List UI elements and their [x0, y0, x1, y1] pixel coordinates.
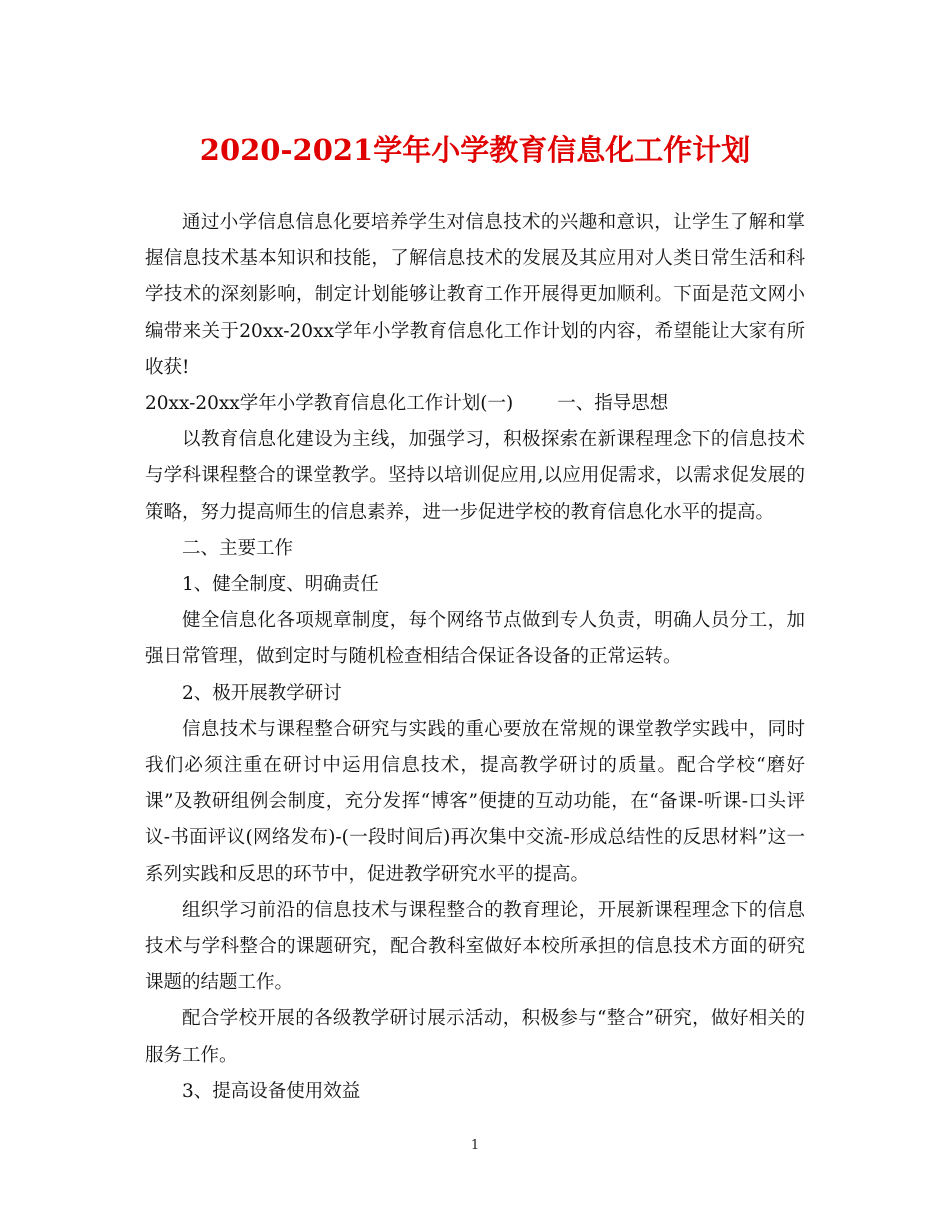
plan-heading: 20xx-20xx学年小学教育信息化工作计划(一): [145, 393, 514, 415]
item-1-heading: 1、健全制度、明确责任: [182, 574, 379, 596]
document-body: [145, 205, 805, 1110]
section-2-heading: 二、主要工作: [182, 537, 294, 559]
section-1-heading: 一、指导思想: [557, 393, 669, 415]
item-2-paragraph-b: 组织学习前沿的信息技术与课程整合的教育理论，开展新课程理念下的信息技术与学科整合的课题研究，配合教科室做好本校所承担的信息技术方面的研究课题的结题工作。: [145, 899, 805, 994]
guiding-paragraph: 以教育信息化建设为主线，加强学习，积极探索在新课程理念下的信息技术与学科课程整合的课堂教学。坚持以培训促应用,以应用促需求，以需求促发展的策略，努力提高师生的信息素养，进一步促进学校的教育信息化水平的提高。: [145, 429, 805, 523]
document-title: 2020-2021学年小学教育信息化工作计划: [199, 133, 751, 167]
page-number: 1: [470, 1138, 480, 1153]
item-3-heading: 3、提高设备使用效益: [182, 1080, 361, 1102]
intro-paragraph: 通过小学信息信息化要培养学生对信息技术的兴趣和意识，让学生了解和掌握信息技术基本知识和技能，了解信息技术的发展及其应用对人类日常生活和科学技术的深刻影响，制定计划能够让教育工作开展得更加顺利。下面是范文网小编带来关于20xx-20xx学年小学教育信息化工作计划的内容，希望能让大家有所收获!: [145, 212, 805, 378]
item-2-paragraph-c: 配合学校开展的各级教学研讨展示活动，积极参与“整合”研究，做好相关的服务工作。: [145, 1008, 805, 1066]
plan-heading-line: [145, 386, 805, 422]
item-2-paragraph-a: 信息技术与课程整合研究与实践的重心要放在常规的课堂教学实践中，同时我们必须注重在研讨中运用信息技术，提高教学研讨的质量。配合学校“磨好课”及教研组例会制度，充分发挥“博客”便捷的互动功能，在“备课-听课-口头评议-书面评议(网络发布)-(一段时间后)再次集中交流-形成总结性的反思材料”这一系列实践和反思的环节中，促进教学研究水平的提高。: [145, 718, 805, 885]
item-2-heading: 2、极开展教学研讨: [182, 682, 342, 704]
item-1-paragraph: 健全信息化各项规章制度，每个网络节点做到专人负责，明确人员分工，加强日常管理，做到定时与随机检查相结合保证各设备的正常运转。: [145, 610, 805, 668]
